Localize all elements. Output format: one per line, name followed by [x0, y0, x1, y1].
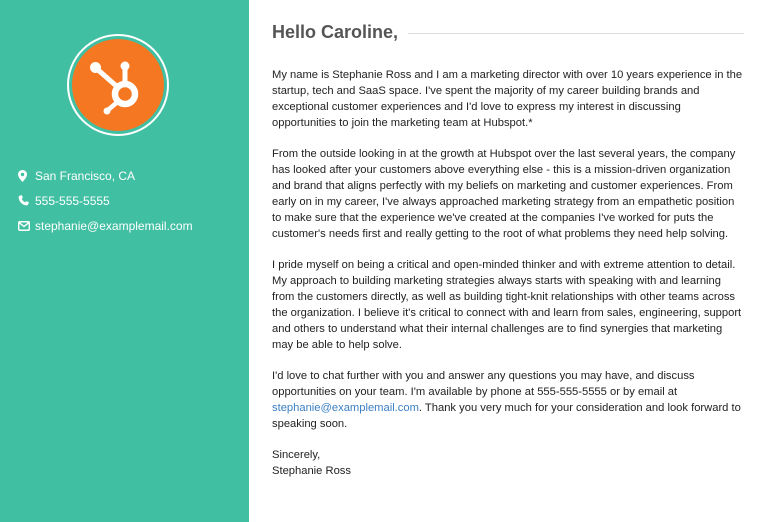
logo-disc — [72, 39, 164, 131]
hubspot-sprocket-icon — [83, 50, 153, 120]
contact-list — [18, 163, 243, 238]
paragraph-4-text-before: I'd love to chat further with you and answer any questions you may have, and discuss opportunities on your team. I'm available by phone at 555-555-5555 or by email at — [272, 370, 695, 398]
letter-closing — [272, 447, 744, 479]
paragraph-4-text-after: . Thank you very much for your consideration and look forward to speaking soon. — [272, 402, 741, 430]
signoff: Sincerely, — [272, 449, 321, 461]
contact-email — [18, 213, 243, 238]
contact-phone-text: 555-555-5555 — [35, 193, 110, 208]
letter-paragraph-3: I pride myself on being a critical and open-minded thinker and with extreme attention to detail. My approach to building marketing strategies always starts with speaking with and learning from the customers directly, as well as building tight-knit relationships with other teams across the organization. I believe it's critical to connect with and learn from sales, engineering, support and others to understand what their internal challenges are to find synergies that marketing may be able to help solve. — [272, 259, 742, 351]
contact-location — [18, 163, 243, 188]
signature: Stephanie Ross — [272, 465, 351, 477]
letter-paragraph-4 — [272, 368, 744, 432]
greeting: Hello Caroline, — [272, 22, 399, 42]
sidebar — [0, 0, 249, 522]
map-marker-icon — [18, 170, 35, 182]
envelope-icon — [18, 221, 35, 231]
company-logo — [67, 34, 169, 136]
email-link[interactable]: stephanie@examplemail.com — [272, 402, 419, 414]
phone-icon — [18, 195, 35, 206]
letter-paragraph-1: My name is Stephanie Ross and I am a marketing director with over 10 years experience in the startup, tech and SaaS space. I've spent the majority of my career building brands and exceptional customer experiences and I'd love to express my interest in discussing opportunities to join the marketing team at Hubspot.* — [272, 69, 743, 129]
contact-phone — [18, 188, 243, 213]
greeting-divider — [408, 33, 744, 34]
greeting-row — [272, 22, 744, 43]
contact-location-text: San Francisco, CA — [35, 168, 136, 183]
letter-paragraph-2: From the outside looking in at the growth at Hubspot over the last several years, the company has looked after your customers above everything else - this is a mission-driven organization and brand that aligns perfectly with my beliefs on marketing and customer experiences. From early on in my career, I've always approached marketing strategy from an empathetic position to make sure that the experience we've created at the companies I've worked for puts the customer's needs first and really getting to the root of what problems they need help solving. — [272, 148, 736, 240]
letter-body — [272, 67, 744, 479]
contact-email-text: stephanie@examplemail.com — [35, 218, 193, 233]
